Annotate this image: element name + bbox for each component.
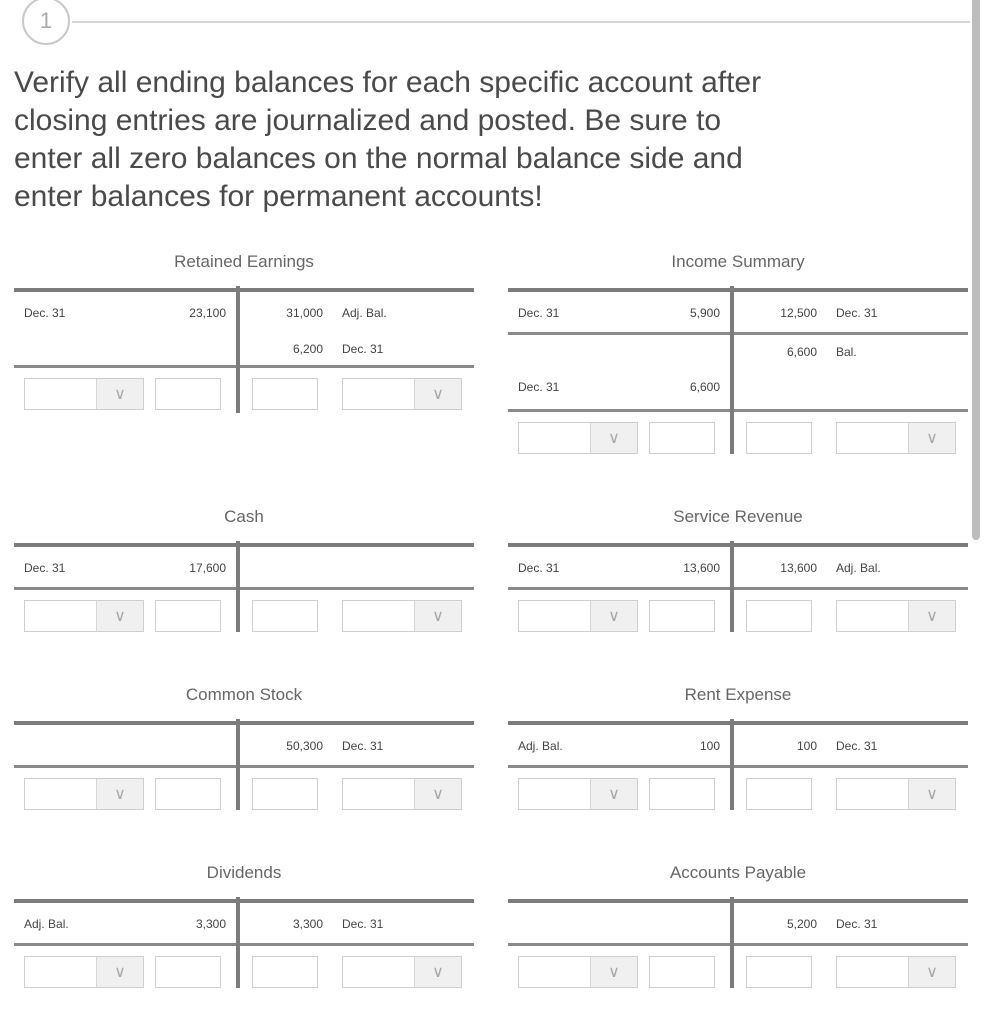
- debit-label: Dec. 31: [24, 306, 66, 320]
- debit-amount: 17,600: [189, 561, 226, 575]
- chevron-down-icon[interactable]: ∨: [590, 779, 637, 809]
- debit-amount-input[interactable]: [649, 600, 715, 632]
- chevron-down-icon[interactable]: ∨: [908, 601, 955, 631]
- credit-date-select[interactable]: [342, 600, 462, 632]
- chevron-down-icon[interactable]: ∨: [590, 423, 637, 453]
- debit-label: Dec. 31: [518, 380, 560, 394]
- credit-date-select[interactable]: [836, 600, 956, 632]
- debit-amount: 3,300: [195, 917, 226, 931]
- debit-date-select[interactable]: [24, 956, 144, 988]
- credit-amount-input[interactable]: [252, 956, 318, 988]
- credit-amount: 6,200: [292, 342, 323, 356]
- chevron-down-icon[interactable]: ∨: [590, 957, 637, 987]
- debit-amount: 23,100: [189, 306, 226, 320]
- credit-amount: 31,000: [286, 306, 323, 320]
- debit-date-select[interactable]: [518, 600, 638, 632]
- debit-amount: 6,600: [689, 380, 720, 394]
- entry-row: [508, 335, 968, 372]
- credit-label: Dec. 31: [342, 342, 384, 356]
- taccount-income-summary: [508, 252, 968, 456]
- scrollbar[interactable]: [972, 0, 980, 540]
- taccount-accounts-payable: [508, 863, 968, 990]
- chevron-down-icon[interactable]: ∨: [96, 379, 143, 409]
- credit-amount-input[interactable]: [746, 422, 812, 454]
- debit-label: Dec. 31: [518, 561, 560, 575]
- entry-row: [14, 332, 474, 365]
- credit-amount: 13,600: [780, 561, 817, 575]
- balance-input-row: [508, 412, 968, 456]
- debit-date-select[interactable]: [24, 778, 144, 810]
- taccount-dividends: [14, 863, 474, 990]
- entry-row: [508, 547, 968, 587]
- taccount-service-revenue: [508, 507, 968, 634]
- step-number-badge: [22, 0, 70, 45]
- balance-input-row: [14, 946, 474, 990]
- credit-date-select[interactable]: [836, 778, 956, 810]
- chevron-down-icon[interactable]: ∨: [414, 601, 461, 631]
- credit-amount: 50,300: [286, 739, 323, 753]
- credit-amount: 5,200: [786, 917, 817, 931]
- credit-label: Adj. Bal.: [342, 306, 387, 320]
- debit-date-select[interactable]: [518, 422, 638, 454]
- credit-date-select[interactable]: [342, 378, 462, 410]
- credit-amount: 12,500: [780, 306, 817, 320]
- step-number: 1: [39, 8, 53, 33]
- debit-amount-input[interactable]: [649, 422, 715, 454]
- debit-date-select[interactable]: [518, 956, 638, 988]
- credit-amount: 3,300: [292, 917, 323, 931]
- credit-label: Adj. Bal.: [836, 561, 881, 575]
- taccount-cash: [14, 507, 474, 634]
- debit-amount-input[interactable]: [155, 378, 221, 410]
- credit-amount-input[interactable]: [252, 378, 318, 410]
- entry-row: [508, 725, 968, 765]
- taccount-retained-earnings: [14, 252, 474, 412]
- credit-label: Dec. 31: [342, 917, 384, 931]
- balance-input-row: [14, 368, 474, 412]
- credit-amount-input[interactable]: [252, 778, 318, 810]
- t-vertical-rule: [730, 286, 734, 454]
- debit-date-select[interactable]: [24, 600, 144, 632]
- account-title: Income Summary: [671, 252, 805, 271]
- credit-label: Dec. 31: [836, 917, 878, 931]
- step-divider: [72, 21, 970, 23]
- credit-amount: 100: [796, 739, 817, 753]
- t-vertical-rule: [730, 897, 734, 988]
- debit-date-select[interactable]: [24, 378, 144, 410]
- t-vertical-rule: [236, 286, 240, 413]
- entry-row: [14, 725, 474, 765]
- balance-input-row: [508, 946, 968, 990]
- debit-amount-input[interactable]: [155, 956, 221, 988]
- entry-row: [14, 903, 474, 943]
- credit-amount-input[interactable]: [252, 600, 318, 632]
- balance-input-row: [508, 590, 968, 634]
- debit-amount-input[interactable]: [155, 778, 221, 810]
- debit-amount: 13,600: [683, 561, 720, 575]
- debit-date-select[interactable]: [518, 778, 638, 810]
- account-title: Accounts Payable: [669, 863, 807, 882]
- chevron-down-icon[interactable]: ∨: [908, 423, 955, 453]
- balance-input-row: [14, 768, 474, 812]
- credit-label: Bal.: [836, 345, 857, 359]
- debit-amount: 100: [699, 739, 720, 753]
- chevron-down-icon[interactable]: ∨: [908, 957, 955, 987]
- debit-amount-input[interactable]: [649, 956, 715, 988]
- entry-row: [508, 903, 968, 943]
- credit-date-select[interactable]: [342, 778, 462, 810]
- taccount-common-stock: [14, 685, 474, 812]
- t-vertical-rule: [236, 719, 240, 810]
- taccount-rent-expense: [508, 685, 968, 812]
- debit-label: Dec. 31: [24, 561, 66, 575]
- account-title: Dividends: [206, 863, 282, 882]
- chevron-down-icon[interactable]: ∨: [414, 779, 461, 809]
- credit-date-select[interactable]: [836, 422, 956, 454]
- credit-label: Dec. 31: [836, 739, 878, 753]
- debit-label: Adj. Bal.: [518, 739, 563, 753]
- entry-row: [14, 547, 474, 587]
- chevron-down-icon[interactable]: ∨: [414, 957, 461, 987]
- chevron-down-icon[interactable]: ∨: [96, 601, 143, 631]
- debit-amount-input[interactable]: [649, 778, 715, 810]
- balance-input-row: [508, 768, 968, 812]
- credit-amount-input[interactable]: [746, 600, 812, 632]
- entry-row: [508, 372, 968, 409]
- debit-amount: 5,900: [689, 306, 720, 320]
- account-title: Cash: [224, 507, 264, 526]
- account-title: Retained Earnings: [174, 252, 314, 271]
- debit-amount-input[interactable]: [155, 600, 221, 632]
- account-title: Rent Expense: [684, 685, 792, 704]
- entry-row: [14, 292, 474, 332]
- entry-row: [508, 292, 968, 332]
- balance-input-row: [14, 590, 474, 634]
- credit-amount-input[interactable]: [746, 778, 812, 810]
- chevron-down-icon[interactable]: ∨: [414, 379, 461, 409]
- chevron-down-icon[interactable]: ∨: [96, 779, 143, 809]
- account-title: Service Revenue: [673, 507, 803, 526]
- debit-label: Adj. Bal.: [24, 917, 69, 931]
- credit-date-select[interactable]: [342, 956, 462, 988]
- t-vertical-rule: [730, 719, 734, 810]
- credit-amount-input[interactable]: [746, 956, 812, 988]
- t-vertical-rule: [236, 897, 240, 988]
- credit-label: Dec. 31: [836, 306, 878, 320]
- t-vertical-rule: [730, 541, 734, 632]
- credit-date-select[interactable]: [836, 956, 956, 988]
- chevron-down-icon[interactable]: ∨: [908, 779, 955, 809]
- credit-amount: 6,600: [786, 345, 817, 359]
- chevron-down-icon[interactable]: ∨: [590, 601, 637, 631]
- account-title: Common Stock: [185, 685, 303, 704]
- credit-label: Dec. 31: [342, 739, 384, 753]
- t-vertical-rule: [236, 541, 240, 632]
- chevron-down-icon[interactable]: ∨: [96, 957, 143, 987]
- debit-label: Dec. 31: [518, 306, 560, 320]
- instructions-text: Verify all ending balances for each specific account after closing entries are journalized and posted. Be sure to enter all zero balances on the normal balance side and enter balances for permanent accounts!: [14, 66, 762, 213]
